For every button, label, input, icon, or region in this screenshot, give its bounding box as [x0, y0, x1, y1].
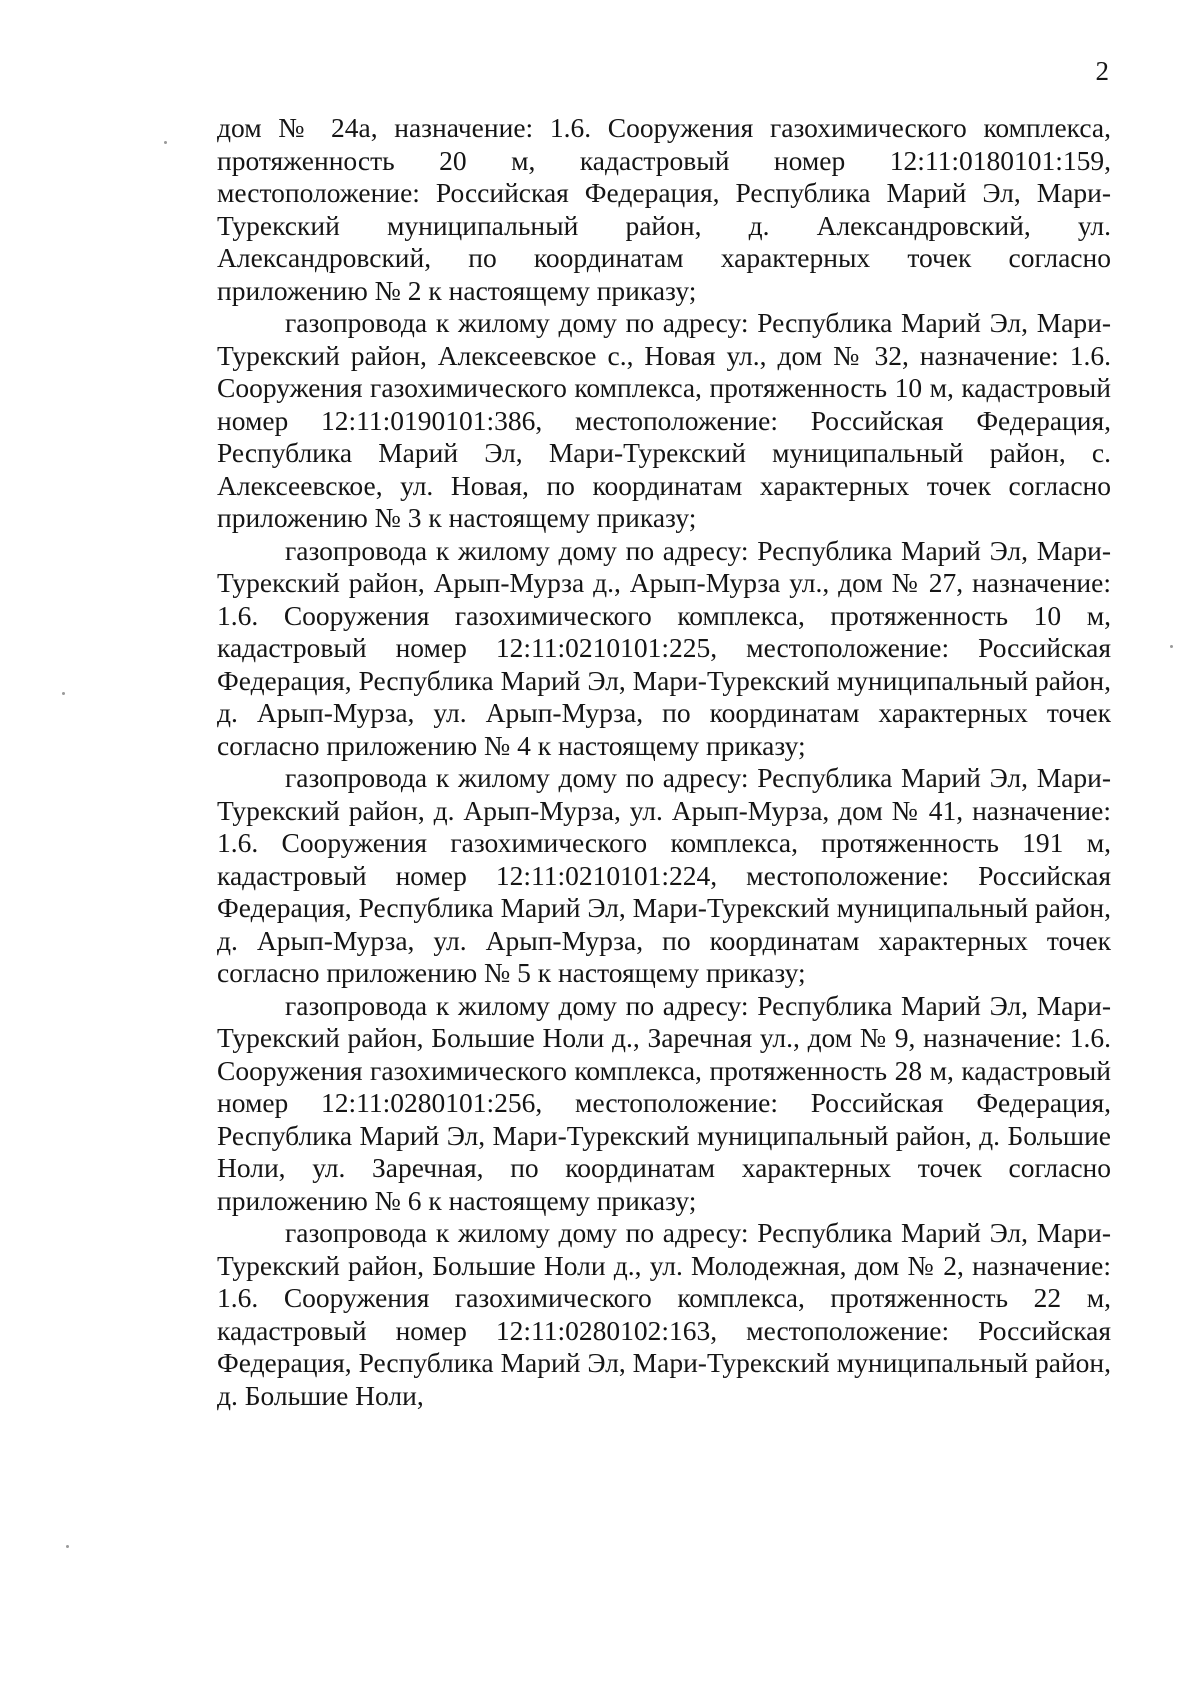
paragraph: дом № 24а, назначение: 1.6. Сооружения газохимического комплекса, протяженность 20 м, кадастровый номер 12:11:0180101:159, местоположение: Российская Федерация, Республика Марий Эл, Мари-Турекский муниципальный район, д. Александровский, ул. Александровский, по координатам характерных точек согласно приложению № 2 к настоящему приказу; — [217, 112, 1111, 306]
paragraph: газопровода к жилому дому по адресу: Республика Марий Эл, Мари-Турекский район, Большие Ноли д., Заречная ул., дом № 9, назначение: 1.6. Сооружения газохимического комплекса, протяженность 28 м, кадастровый номер 12:11:0280101:256, местоположение: Российская Федерация, Республика Марий Эл, Мари-Турекский муниципальный район, д. Большие Ноли, ул. Заречная, по координатам характерных точек согласно приложению № 6 к настоящему приказу; — [217, 989, 1111, 1216]
paragraph: газопровода к жилому дому по адресу: Республика Марий Эл, Мари-Турекский район, Алексеевское с., Новая ул., дом № 32, назначение: 1.6. Сооружения газохимического комплекса, протяженность 10 м, кадастровый номер 12:11:0190101:386, местоположение: Российская Федерация, Республика Марий Эл, Мари-Турекский муниципальный район, с. Алексеевское, ул. Новая, по координатам характерных точек согласно приложению № 3 к настоящему приказу; — [217, 307, 1111, 533]
scan-speck — [62, 692, 65, 695]
page-number: 2 — [1095, 56, 1109, 86]
paragraph: газопровода к жилому дому по адресу: Республика Марий Эл, Мари-Турекский район, Большие Ноли д., ул. Молодежная, дом № 2, назначение: 1.6. Сооружения газохимического комплекса, протяженность 22 м, кадастровый номер 12:11:0280102:163, местоположение: Российская Федерация, Республика Марий Эл, Мари-Турекский муниципальный район, д. Большие Ноли, — [217, 1217, 1111, 1411]
paragraph: газопровода к жилому дому по адресу: Республика Марий Эл, Мари-Турекский район, Арып-Мурза д., Арып-Мурза ул., дом № 27, назначение: 1.6. Сооружения газохимического комплекса, протяженность 10 м, кадастровый номер 12:11:0210101:225, местоположение: Российская Федерация, Республика Марий Эл, Мари-Турекский муниципальный район, д. Арып-Мурза, ул. Арып-Мурза, по координатам характерных точек согласно приложению № 4 к настоящему приказу; — [217, 534, 1111, 761]
document-body — [217, 112, 1111, 1412]
scan-speck — [1170, 645, 1173, 648]
scan-speck — [66, 1545, 69, 1548]
paragraph: газопровода к жилому дому по адресу: Республика Марий Эл, Мари-Турекский район, д. Арып-Мурза, ул. Арып-Мурза, дом № 41, назначение: 1.6. Сооружения газохимического комплекса, протяженность 191 м, кадастровый номер 12:11:0210101:224, местоположение: Российская Федерация, Республика Марий Эл, Мари-Турекский муниципальный район, д. Арып-Мурза, ул. Арып-Мурза, по координатам характерных точек согласно приложению № 5 к настоящему приказу; — [217, 762, 1111, 988]
scan-speck — [164, 141, 167, 144]
